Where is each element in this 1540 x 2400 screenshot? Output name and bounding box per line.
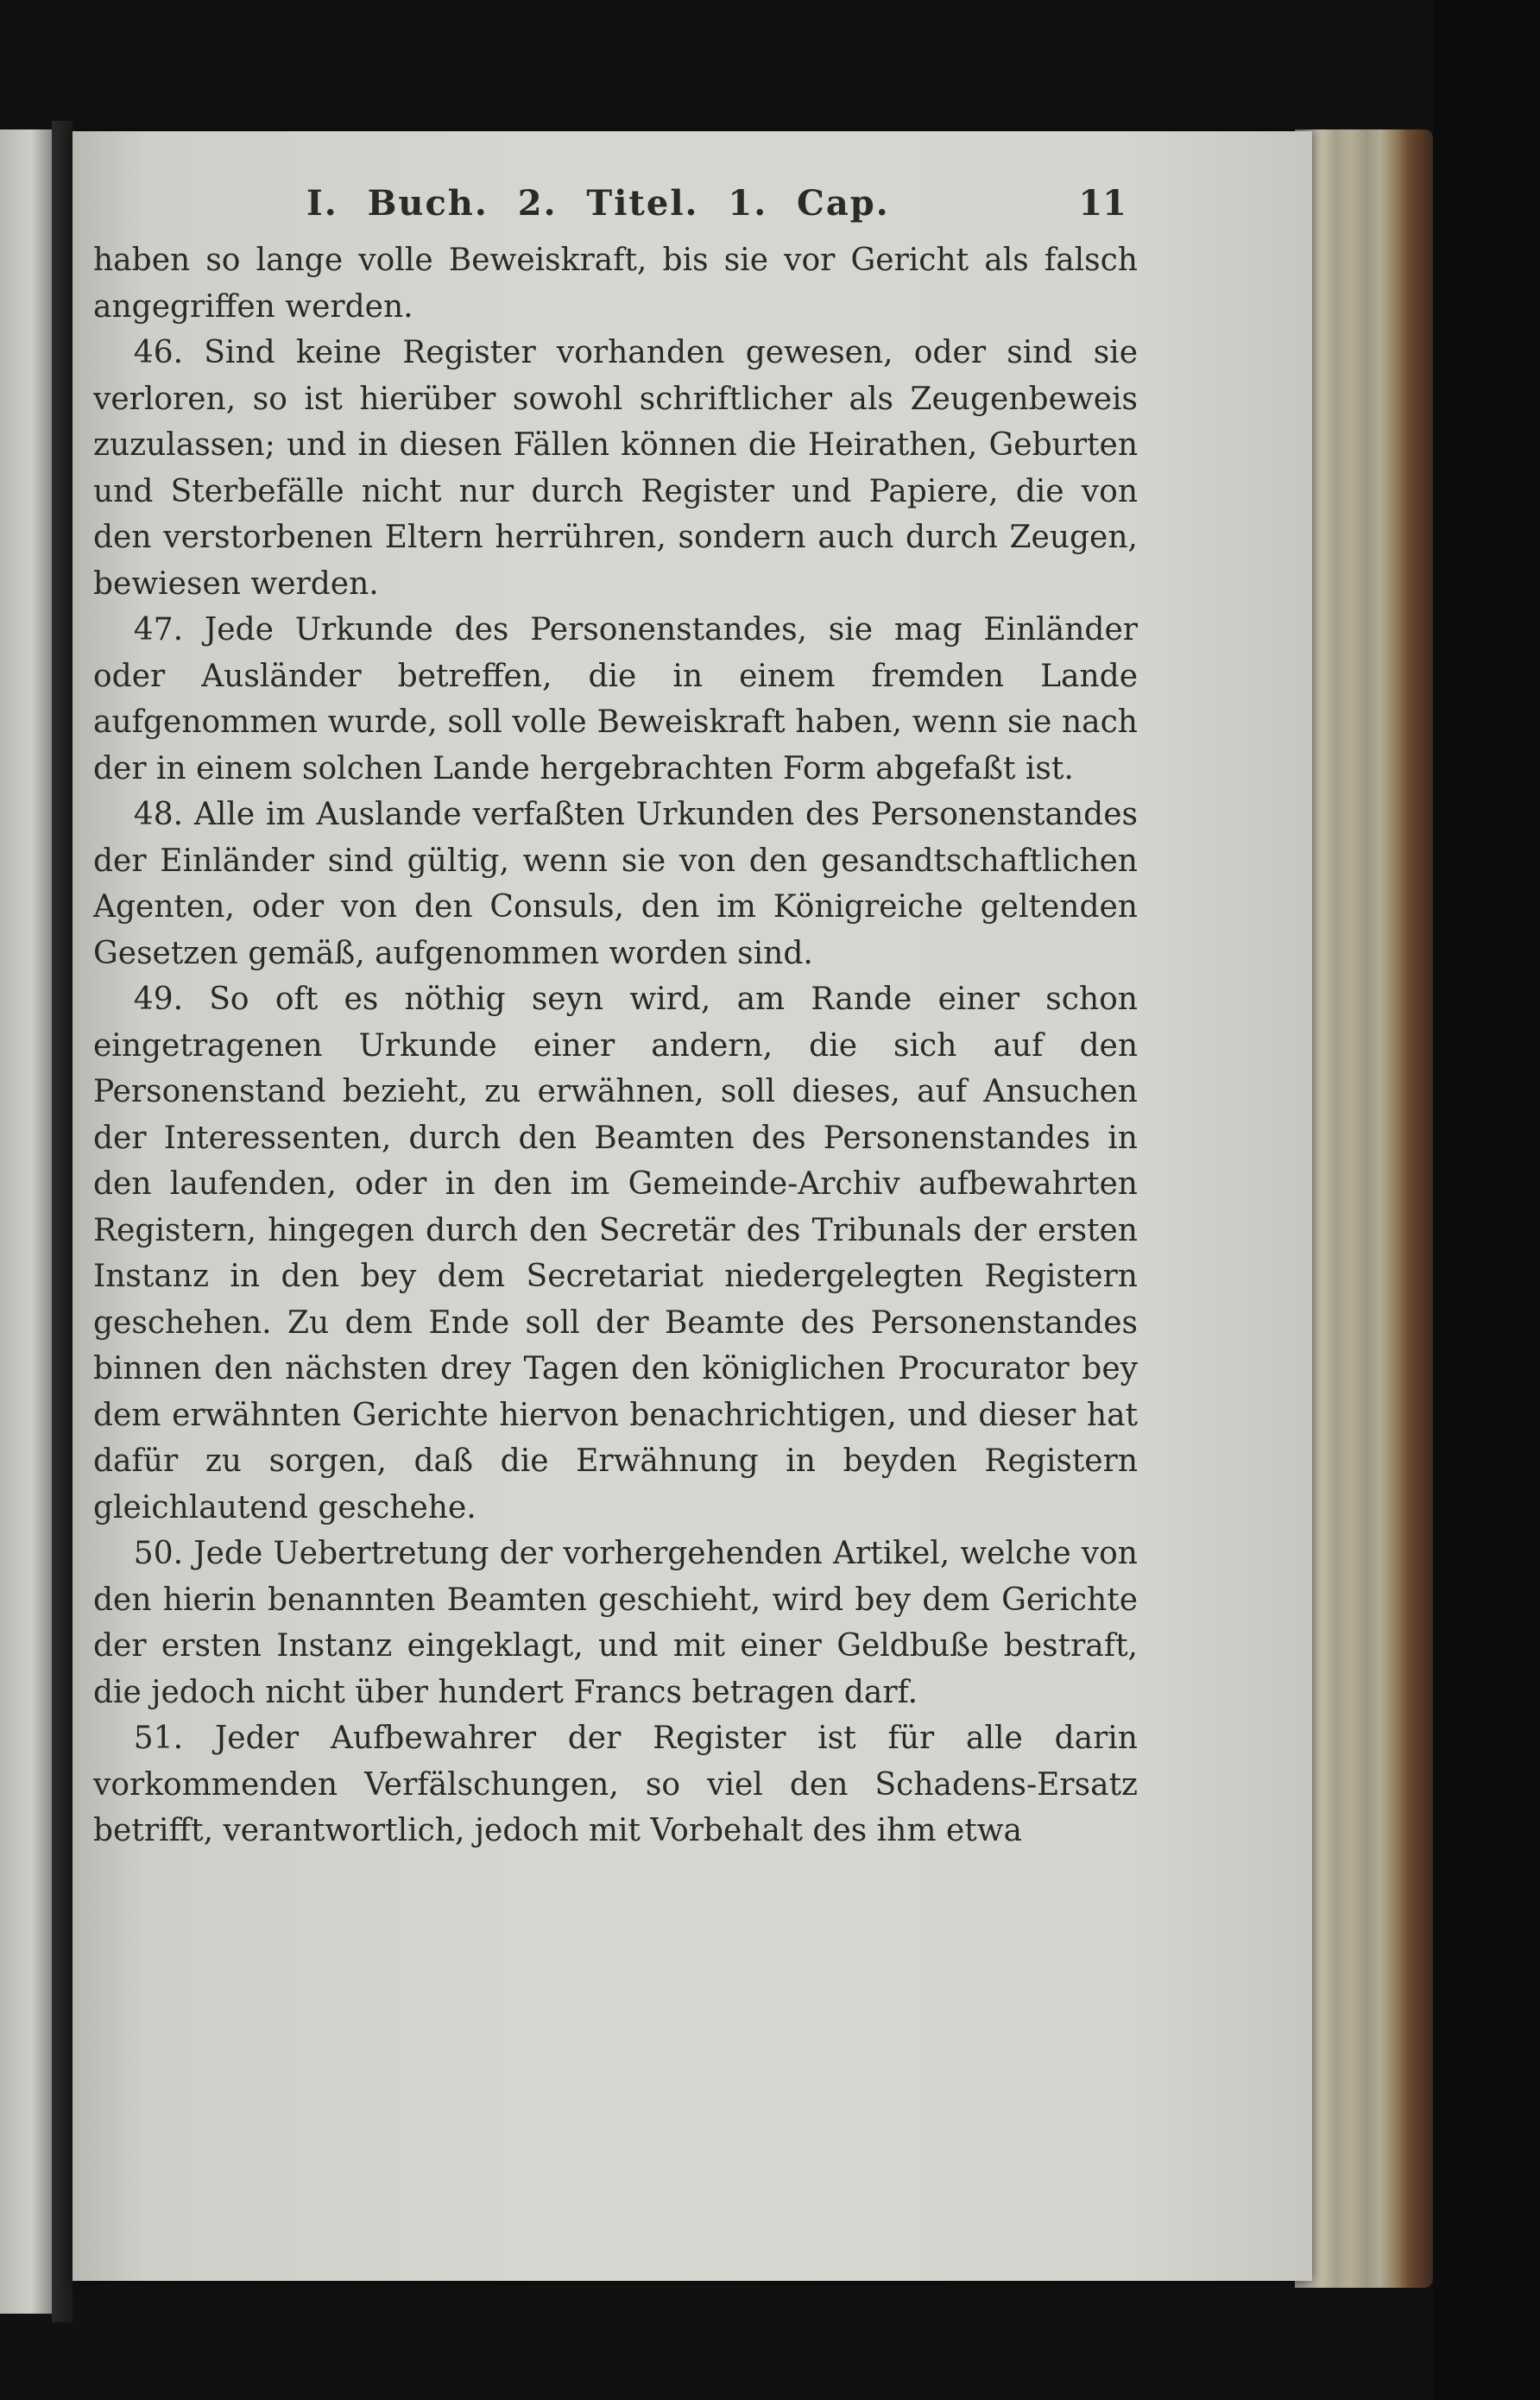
- paragraph-article-46: 46. Sind keine Register vorhanden gewesen, oder sind sie verloren, so ist hierüber sowohl schriftlicher als Zeugenbeweis zuzulassen; und in diesen Fällen können die Heirathen, Geburten und Sterbefälle nicht nur durch Register und Papiere, die von den verstorbenen Eltern herrühren, sondern auch durch Zeugen, bewiesen werden.: [93, 335, 1138, 602]
- running-head: [306, 173, 1127, 233]
- paragraph-article-49: 49. So oft es nöthig seyn wird, am Rande einer schon eingetragenen Urkunde einer andern, die sich auf den Personenstand bezieht, zu erwähnen, soll dieses, auf Ansuchen der Interessenten, durch den Beamten des Personenstandes in den laufenden, oder in den im Gemeinde-Archiv aufbewahrten Registern, hingegen durch den Secretär des Tribunals der ersten Instanz in den bey dem Secretariat niedergelegten Registern geschehen. Zu dem Ende soll der Beamte des Personenstandes binnen den nächsten drey Tagen den königlichen Procurator bey dem erwähnten Gerichte hiervon benachrichtigen, und dieser hat dafür zu sorgen, daß die Erwähnung in beyden Registern gleichlautend geschehe.: [93, 982, 1138, 1525]
- paragraph-article-50: 50. Jede Uebertretung der vorhergehenden Artikel, welche von den hierin benannten Beamten geschieht, wird bey dem Gerichte der ersten Instanz eingeklagt, und mit einer Geldbuße bestraft, die jedoch nicht über hundert Francs betragen darf.: [93, 1536, 1138, 1710]
- running-head-title: I. Buch. 2. Titel. 1. Cap.: [306, 183, 890, 224]
- paragraph-continuation: haben so lange volle Beweiskraft, bis sie vor Gericht als falsch angegriffen werden.: [93, 243, 1138, 325]
- paragraph-article-51: 51. Jeder Aufbewahrer der Register ist für alle darin vorkommenden Verfälschungen, so viel den Schadens-Ersatz betrifft, verantwortlich, jedoch mit Vorbehalt des ihm etwa: [93, 1721, 1138, 1848]
- facing-page-edge: [0, 129, 52, 2314]
- page-number: 11: [1078, 183, 1127, 224]
- book-gutter: [52, 121, 73, 2322]
- paragraph-article-48: 48. Alle im Auslande verfaßten Urkunden des Personenstandes der Einländer sind gültig, wenn sie von den gesandtschaftlichen Agenten, oder von den Consuls, den im Königreiche geltenden Gesetzen gemäß, aufgenommen worden sind.: [93, 797, 1138, 971]
- background-shadow: [1433, 0, 1540, 2400]
- paragraph-article-47: 47. Jede Urkunde des Personenstandes, sie mag Einländer oder Ausländer betreffen, die in einem fremden Lande aufgenommen wurde, soll volle Beweiskraft haben, wenn sie nach der in einem solchen Lande hergebrachten Form abgefaßt ist.: [93, 612, 1138, 786]
- body-text: [93, 237, 1138, 1854]
- book-page-edges: [1295, 129, 1433, 2288]
